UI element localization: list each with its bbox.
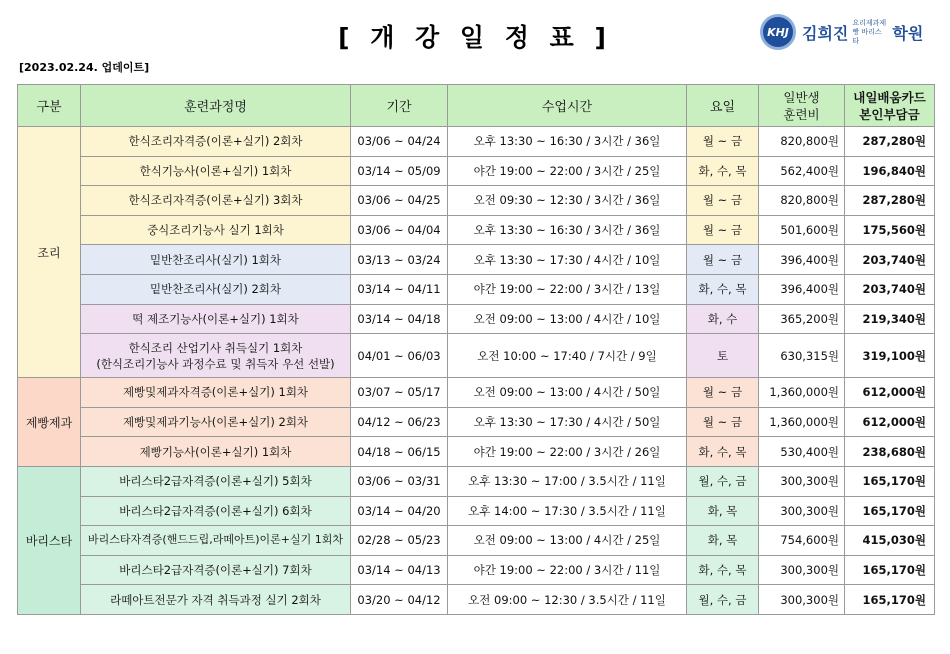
course-time: 오전 10:00 ~ 17:40 / 7시간 / 9일 (448, 334, 687, 378)
header-copay-line2: 본인부담금 (859, 106, 920, 122)
course-name: 밑반찬조리사(실기) 2회차 (81, 274, 351, 304)
course-name: 제빵및제과자격증(이론+실기) 1회차 (81, 378, 351, 408)
course-fee: 300,300원 (759, 585, 845, 615)
course-days: 화, 수, 목 (687, 274, 759, 304)
course-days: 화, 목 (687, 526, 759, 556)
course-name: 제빵기능사(이론+실기) 1회차 (81, 437, 351, 467)
schedule-table (17, 84, 935, 615)
table-row (18, 526, 935, 556)
header-copay-line1: 내일배움카드 (853, 89, 926, 105)
logo-subtitle: 요리제과제빵 바리스타 (852, 18, 887, 45)
course-period: 03/06 ~ 04/25 (351, 186, 448, 216)
logo-emblem-icon: KHJ (760, 14, 796, 50)
course-fee: 630,315원 (759, 334, 845, 378)
course-copay: 287,280원 (845, 127, 935, 157)
table-row (18, 334, 935, 378)
course-copay: 287,280원 (845, 186, 935, 216)
course-days: 월 ~ 금 (687, 186, 759, 216)
course-name: 바리스타2급자격증(이론+실기) 5회차 (81, 466, 351, 496)
course-period: 04/18 ~ 06/15 (351, 437, 448, 467)
course-time: 오전 09:00 ~ 13:00 / 4시간 / 50일 (448, 378, 687, 408)
table-row (18, 186, 935, 216)
course-period: 03/14 ~ 04/18 (351, 304, 448, 334)
table-row (18, 245, 935, 275)
table-header-row (18, 85, 935, 127)
course-time: 오후 14:00 ~ 17:30 / 3.5시간 / 11일 (448, 496, 687, 526)
course-fee: 820,800원 (759, 127, 845, 157)
course-time: 오전 09:00 ~ 12:30 / 3.5시간 / 11일 (448, 585, 687, 615)
course-copay: 415,030원 (845, 526, 935, 556)
course-days: 월 ~ 금 (687, 245, 759, 275)
category-cooking: 조리 (18, 127, 81, 378)
category-barista: 바리스타 (18, 466, 81, 614)
course-name (81, 334, 351, 378)
table-row (18, 215, 935, 245)
course-copay: 319,100원 (845, 334, 935, 378)
course-copay: 238,680원 (845, 437, 935, 467)
header-period: 기간 (351, 85, 448, 127)
course-period: 02/28 ~ 05/23 (351, 526, 448, 556)
course-copay: 165,170원 (845, 496, 935, 526)
course-name: 라떼아트전문가 자격 취득과정 실기 2회차 (81, 585, 351, 615)
course-fee: 300,300원 (759, 496, 845, 526)
course-copay: 165,170원 (845, 555, 935, 585)
header-course: 훈련과정명 (81, 85, 351, 127)
course-name: 중식조리기능사 실기 1회차 (81, 215, 351, 245)
course-time: 오후 13:30 ~ 17:30 / 4시간 / 10일 (448, 245, 687, 275)
course-fee: 1,360,000원 (759, 378, 845, 408)
course-period: 03/06 ~ 04/04 (351, 215, 448, 245)
course-copay: 196,840원 (845, 156, 935, 186)
course-period: 03/06 ~ 04/24 (351, 127, 448, 157)
course-fee: 300,300원 (759, 555, 845, 585)
table-row (18, 437, 935, 467)
course-period: 04/01 ~ 06/03 (351, 334, 448, 378)
table-row (18, 555, 935, 585)
course-name: 제빵및제과기능사(이론+실기) 2회차 (81, 407, 351, 437)
course-period: 03/14 ~ 05/09 (351, 156, 448, 186)
course-days: 화, 수, 목 (687, 437, 759, 467)
course-period: 03/07 ~ 05/17 (351, 378, 448, 408)
course-name: 바리스타2급자격증(이론+실기) 6회차 (81, 496, 351, 526)
course-fee: 501,600원 (759, 215, 845, 245)
category-baking: 제빵제과 (18, 378, 81, 467)
course-fee: 365,200원 (759, 304, 845, 334)
course-time: 야간 19:00 ~ 22:00 / 3시간 / 26일 (448, 437, 687, 467)
course-fee: 1,360,000원 (759, 407, 845, 437)
course-time: 야간 19:00 ~ 22:00 / 3시간 / 25일 (448, 156, 687, 186)
course-days: 월 ~ 금 (687, 127, 759, 157)
course-name: 한식기능사(이론+실기) 1회차 (81, 156, 351, 186)
course-period: 03/13 ~ 03/24 (351, 245, 448, 275)
table-row (18, 585, 935, 615)
course-time: 오전 09:00 ~ 13:00 / 4시간 / 25일 (448, 526, 687, 556)
course-fee: 300,300원 (759, 466, 845, 496)
course-name-line2: (한식조리기능사 과정수료 및 취득자 우선 선발) (96, 356, 335, 371)
course-days: 화, 수, 목 (687, 156, 759, 186)
header-copay (845, 85, 935, 127)
course-name: 한식조리자격증(이론+실기) 3회차 (81, 186, 351, 216)
table-row (18, 274, 935, 304)
page-title: [ 개 강 일 정 표 ] (338, 23, 612, 52)
course-period: 03/14 ~ 04/20 (351, 496, 448, 526)
course-copay: 203,740원 (845, 245, 935, 275)
header-time: 수업시간 (448, 85, 687, 127)
course-time: 오후 13:30 ~ 17:00 / 3.5시간 / 11일 (448, 466, 687, 496)
course-copay: 219,340원 (845, 304, 935, 334)
course-days: 월 ~ 금 (687, 407, 759, 437)
table-row (18, 407, 935, 437)
course-name: 바리스타자격증(핸드드립,라떼아트)이론+실기 1회차 (81, 526, 351, 556)
course-days: 월 ~ 금 (687, 215, 759, 245)
course-days: 월, 수, 금 (687, 466, 759, 496)
course-days: 화, 수, 목 (687, 555, 759, 585)
course-fee: 820,800원 (759, 186, 845, 216)
course-period: 03/14 ~ 04/11 (351, 274, 448, 304)
course-days: 월, 수, 금 (687, 585, 759, 615)
course-copay: 165,170원 (845, 466, 935, 496)
course-days: 화, 수 (687, 304, 759, 334)
course-days: 월 ~ 금 (687, 378, 759, 408)
header-fee-line1: 일반생 (783, 89, 820, 105)
course-time: 야간 19:00 ~ 22:00 / 3시간 / 13일 (448, 274, 687, 304)
course-fee: 754,600원 (759, 526, 845, 556)
course-fee: 530,400원 (759, 437, 845, 467)
course-time: 오전 09:00 ~ 13:00 / 4시간 / 10일 (448, 304, 687, 334)
course-period: 03/20 ~ 04/12 (351, 585, 448, 615)
course-period: 04/12 ~ 06/23 (351, 407, 448, 437)
academy-logo (760, 12, 940, 52)
course-days: 토 (687, 334, 759, 378)
header-days: 요일 (687, 85, 759, 127)
course-time: 오후 13:30 ~ 16:30 / 3시간 / 36일 (448, 127, 687, 157)
course-copay: 612,000원 (845, 378, 935, 408)
header-fee-line2: 훈련비 (783, 106, 820, 122)
course-name: 바리스타2급자격증(이론+실기) 7회차 (81, 555, 351, 585)
course-name: 한식조리자격증(이론+실기) 2회차 (81, 127, 351, 157)
update-note: [2023.02.24. 업데이트] (19, 61, 150, 74)
course-fee: 396,400원 (759, 274, 845, 304)
table-row (18, 466, 935, 496)
course-fee: 396,400원 (759, 245, 845, 275)
course-period: 03/14 ~ 04/13 (351, 555, 448, 585)
table-row (18, 378, 935, 408)
course-name: 밑반찬조리사(실기) 1회차 (81, 245, 351, 275)
course-days: 화, 목 (687, 496, 759, 526)
course-period: 03/06 ~ 03/31 (351, 466, 448, 496)
table-row (18, 496, 935, 526)
logo-suffix: 학원 (892, 23, 924, 43)
course-name-line1: 한식조리 산업기사 취득실기 1회차 (128, 340, 303, 355)
course-copay: 203,740원 (845, 274, 935, 304)
header-category: 구분 (18, 85, 81, 127)
course-time: 오전 09:30 ~ 12:30 / 3시간 / 36일 (448, 186, 687, 216)
course-time: 야간 19:00 ~ 22:00 / 3시간 / 11일 (448, 555, 687, 585)
course-name: 떡 제조기능사(이론+실기) 1회차 (81, 304, 351, 334)
logo-name: 김희진 (802, 23, 849, 43)
table-row (18, 304, 935, 334)
table-row (18, 156, 935, 186)
course-copay: 165,170원 (845, 585, 935, 615)
header-fee (759, 85, 845, 127)
course-fee: 562,400원 (759, 156, 845, 186)
course-time: 오후 13:30 ~ 17:30 / 4시간 / 50일 (448, 407, 687, 437)
course-copay: 612,000원 (845, 407, 935, 437)
course-copay: 175,560원 (845, 215, 935, 245)
table-row (18, 127, 935, 157)
course-time: 오후 13:30 ~ 16:30 / 3시간 / 36일 (448, 215, 687, 245)
